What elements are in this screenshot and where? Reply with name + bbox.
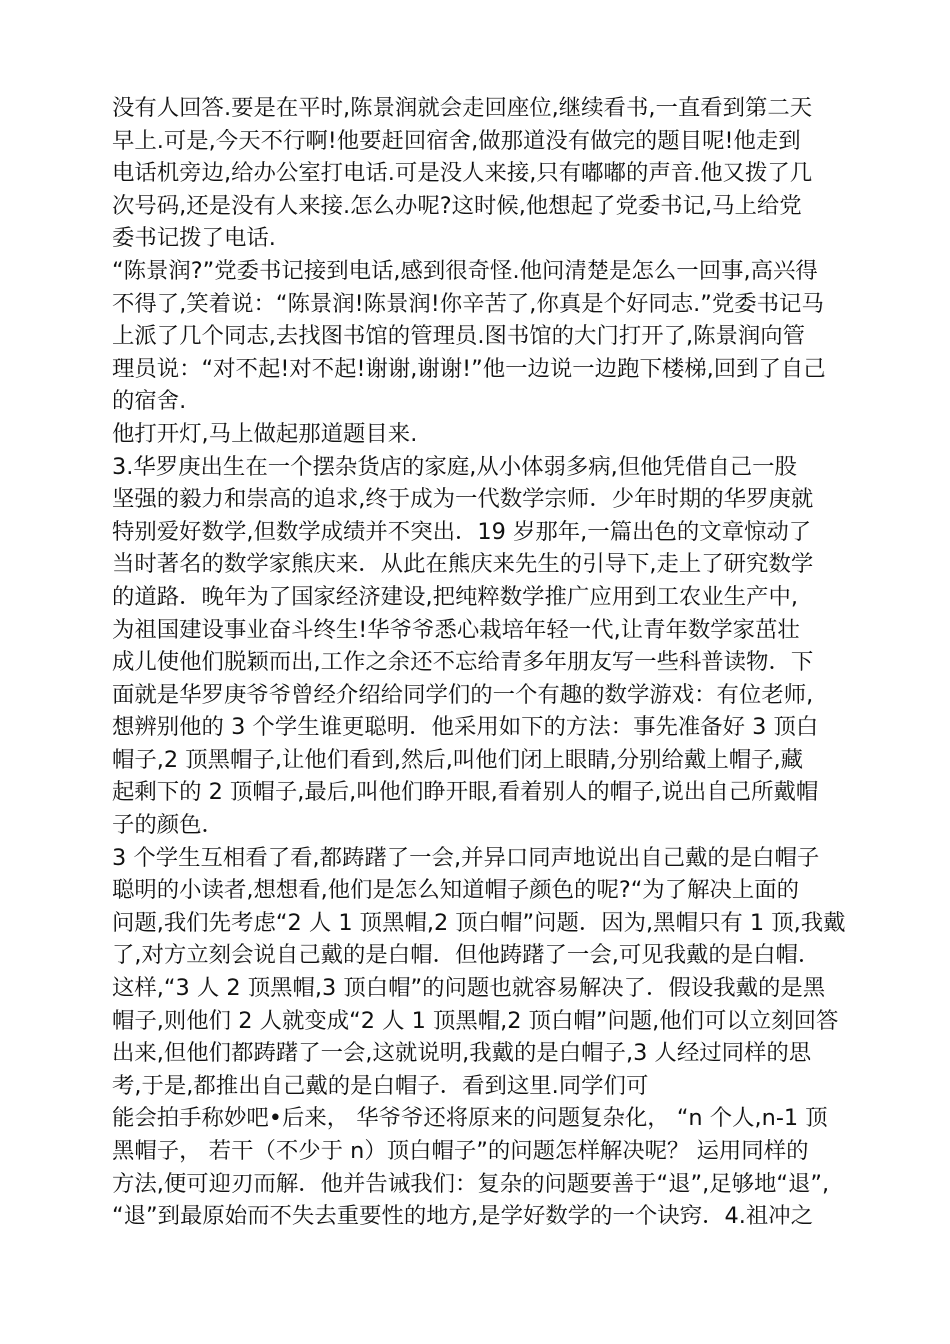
text-line: 出来,但他们都踌躇了一会,这就说明,我戴的是白帽子,3 人经过同样的思 (112, 1040, 812, 1067)
text-line: 成儿使他们脱颖而出,工作之余还不忘给青多年朋友写一些科普读物．下 (112, 649, 814, 676)
text-line: “陈景润?”党委书记接到电话,感到很奇怪.他问清楚是怎么一回事,高兴得 (112, 257, 818, 284)
text-line: 聪明的小读者,想想看,他们是怎么知道帽子颜色的呢?“为了解决上面的 (112, 877, 800, 904)
text-line: 的宿舍. (112, 388, 187, 415)
text-line: 帽子,则他们 2 人就变成“2 人 1 顶黑帽,2 顶白帽”问题,他们可以立刻回答 (112, 1007, 839, 1034)
text-line: 没有人回答.要是在平时,陈景润就会走回座位,继续看书,一直看到第二天 (112, 95, 813, 121)
text-line: 上派了几个同志,去找图书馆的管理员.图书馆的大门打开了,陈景润向管 (112, 323, 806, 350)
text-line: 电话机旁边,给办公室打电话.可是没人来接,只有嘟嘟的声音.他又拨了几 (112, 160, 813, 187)
text-line: 考,于是,都推出自己戴的是白帽子．看到这里.同学们可 (112, 1072, 649, 1099)
text-line: 不得了,笑着说：“陈景润!陈景润!你辛苦了,你真是个好同志.”党委书记马 (112, 290, 824, 317)
text-line: 理员说：“对不起!对不起!谢谢,谢谢!”他一边说一边跑下楼梯,回到了自己 (112, 355, 826, 382)
text-line: 委书记拨了电话. (112, 225, 276, 252)
text-line: 的道路．晚年为了国家经济建设,把纯粹数学推广应用到工农业生产中, (112, 583, 798, 610)
text-line: 子的颜色． (112, 812, 224, 839)
text-line: 了,对方立刻会说自己戴的是白帽．但他踌躇了一会,可见我戴的是白帽． (112, 942, 821, 969)
text-line: 想辨别他的 3 个学生谁更聪明．他采用如下的方法：事先准备好 3 顶白 (112, 714, 819, 741)
text-line: 问题,我们先考虑“2 人 1 顶黑帽,2 顶白帽”问题．因为,黑帽只有 1 顶,我戴 (112, 909, 846, 936)
text-line: 他打开灯,马上做起那道题目来. (112, 420, 418, 447)
body-text (112, 92, 846, 1233)
text-line: 坚强的毅力和崇高的追求,终于成为一代数学宗师．少年时期的华罗庚就 (112, 486, 814, 513)
text-line: 这样,“3 人 2 顶黑帽,3 顶白帽”的问题也就容易解决了．假设我戴的是黑 (112, 975, 826, 1002)
text-line: 黑帽子， 若干（不少于 n）顶白帽子”的问题怎样解决呢？ 运用同样的 (112, 1138, 809, 1164)
text-line: 能会拍手称妙吧•后来， 华爷爷还将原来的问题复杂化， “n 个人,n-1 顶 (112, 1105, 828, 1132)
text-line: 面就是华罗庚爷爷曾经介绍给同学们的一个有趣的数学游戏：有位老师, (112, 681, 814, 708)
text-line: 当时著名的数学家熊庆来．从此在熊庆来先生的引导下,走上了研究数学 (112, 551, 814, 578)
text-line: 帽子,2 顶黑帽子,让他们看到,然后,叫他们闭上眼睛,分别给戴上帽子,藏 (112, 746, 804, 773)
text-line: 起剩下的 2 顶帽子,最后,叫他们睁开眼,看着别人的帽子,说出自己所戴帽 (112, 779, 819, 806)
text-line: 3.华罗庚出生在一个摆杂货店的家庭,从小体弱多病,但他凭借自己一股 (112, 453, 797, 480)
text-line: 为祖国建设事业奋斗终生!华爷爷悉心栽培年轻一代,让青年数学家茁壮 (112, 616, 800, 643)
text-line: 早上.可是,今天不行啊!他要赶回宿舍,做那道没有做完的题目呢!他走到 (112, 127, 801, 154)
text-line: “退”到最原始而不失去重要性的地方,是学好数学的一个诀窍．4.祖冲之 (112, 1203, 814, 1230)
text-line: 次号码,还是没有人来接.怎么办呢?这时候,他想起了党委书记,马上给党 (112, 192, 802, 219)
text-line: 方法,便可迎刃而解．他并告诫我们：复杂的问题要善于“退”,足够地“退”, (112, 1170, 830, 1197)
text-line: 特别爱好数学,但数学成绩并不突出．19 岁那年,一篇出色的文章惊动了 (112, 518, 812, 545)
text-line: 3 个学生互相看了看,都踌躇了一会,并异口同声地说出自己戴的是白帽子 (112, 844, 820, 871)
